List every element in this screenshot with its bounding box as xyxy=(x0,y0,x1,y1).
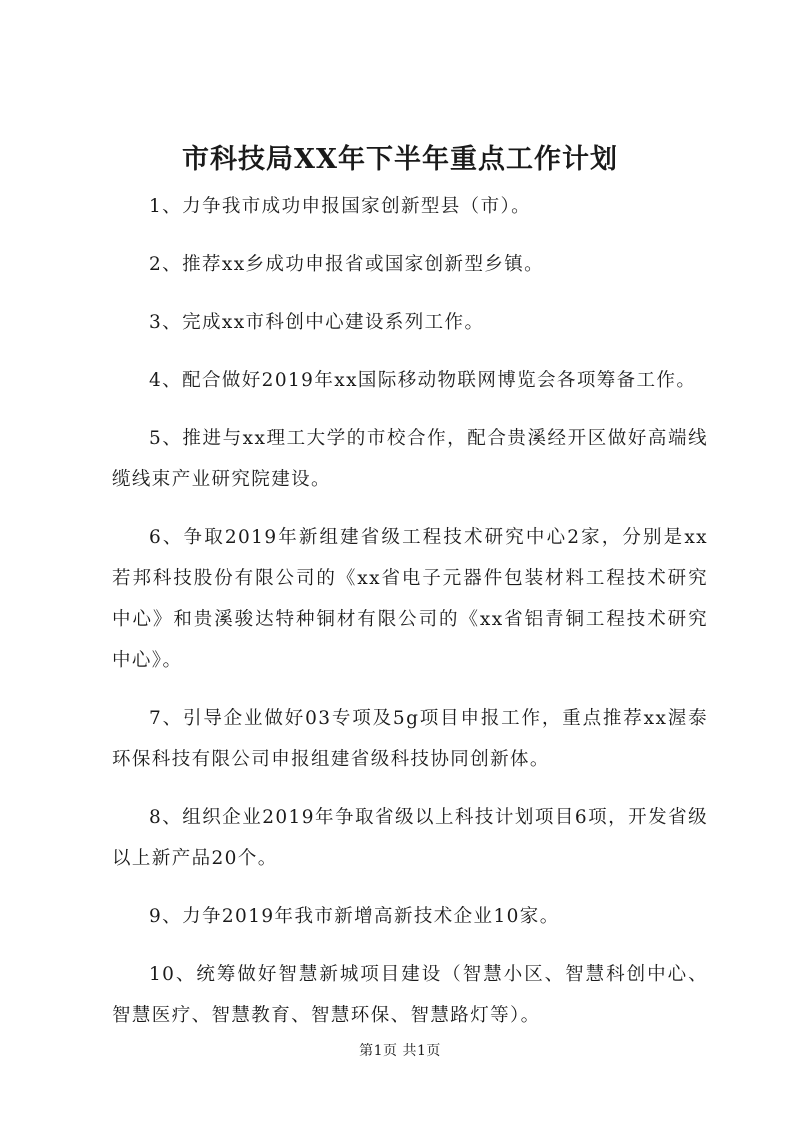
work-item-5: 5、推进与xx理工大学的市校合作，配合贵溪经开区做好高端线缆线束产业研究院建设。 xyxy=(112,428,708,490)
page-number-footer: 第1页 共1页 xyxy=(359,1043,441,1059)
work-item-1: 1、力争我市成功申报国家创新型县（市）。 xyxy=(149,196,532,217)
work-item-9: 9、力争2019年我市新增高新技术企业10家。 xyxy=(149,906,560,927)
document-body xyxy=(112,186,708,1053)
work-item-7: 7、引导企业做好03专项及5g项目申报工作，重点推荐xx渥泰环保科技有限公司申报组建省级科技协同创新体。 xyxy=(112,708,708,770)
work-item-2: 2、推荐xx乡成功申报省或国家创新型乡镇。 xyxy=(149,254,545,275)
work-item-4: 4、配合做好2019年xx国际移动物联网博览会各项筹备工作。 xyxy=(149,370,697,391)
work-item-3: 3、完成xx市科创中心建设系列工作。 xyxy=(149,312,485,333)
work-item-10: 10、统筹做好智慧新城项目建设（智慧小区、智慧科创中心、智慧医疗、智慧教育、智慧环保、智慧路灯等）。 xyxy=(112,964,708,1026)
work-item-8: 8、组织企业2019年争取省级以上科技计划项目6项，开发省级以上新产品20个。 xyxy=(112,807,708,869)
work-item-6: 6、争取2019年新组建省级工程技术研究中心2家，分别是xx若邦科技股份有限公司的《xx省电子元器件包装材料工程技术研究中心》和贵溪骏达特种铜材有限公司的《xx省铝青铜工程技术研究中心》。 xyxy=(112,527,708,671)
document-title: 市科技局XX年下半年重点工作计划 xyxy=(182,144,618,175)
